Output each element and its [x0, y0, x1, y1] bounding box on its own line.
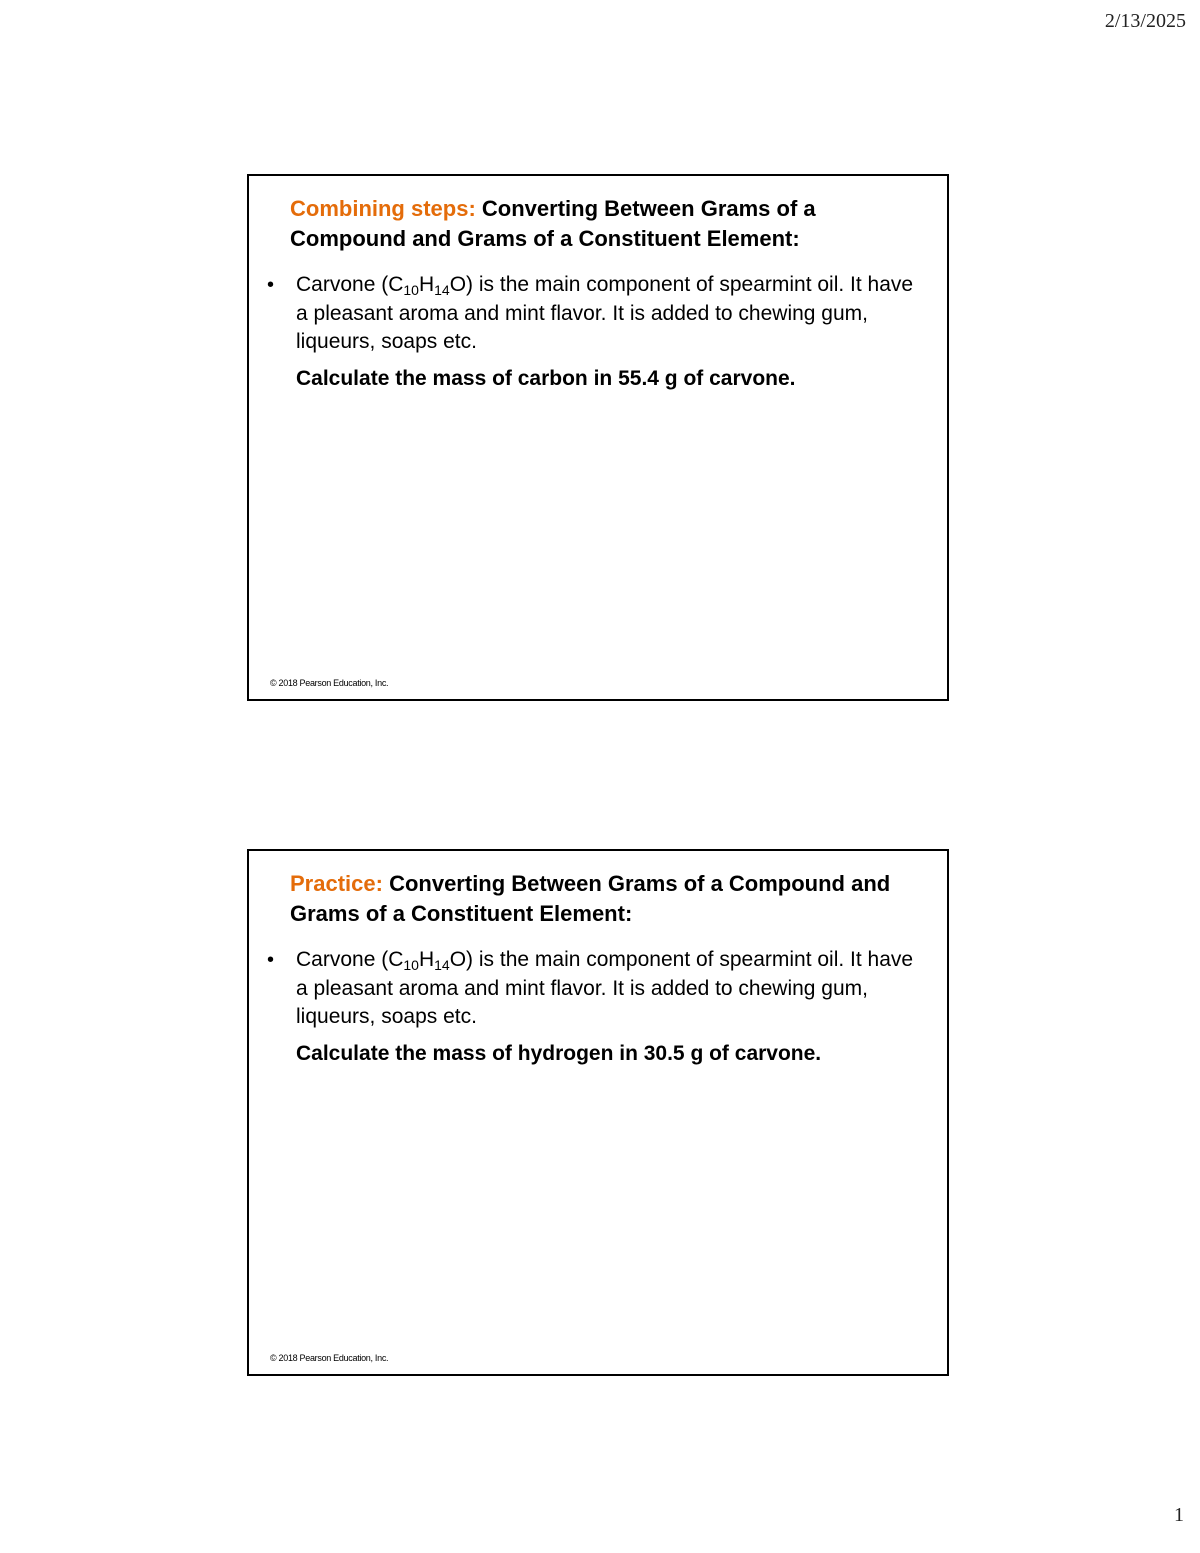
slide-practice: [247, 849, 949, 1376]
bullet-item: [267, 946, 927, 1032]
subscript-carbon: 10: [403, 957, 419, 973]
page-number: 1: [1174, 1504, 1184, 1526]
bullet-text-h: H: [418, 273, 435, 296]
bullet-mark: •: [267, 949, 275, 971]
bullet-text-start: Carvone (C: [296, 273, 404, 296]
question-text: Calculate the mass of carbon in 55.4 g of carvone.: [296, 366, 796, 390]
page-date: 2/13/2025: [1104, 10, 1186, 32]
slide-title: [290, 869, 910, 929]
bullet-mark: •: [267, 274, 275, 296]
bullet-text-end: O) is the main component of spearmint oil. It have a pleasant aroma and mint flavor. It is added to chewing gum, liqueurs, soaps etc.: [296, 273, 914, 353]
slide-title-accent: Practice:: [290, 871, 383, 896]
slide-title-text: Converting Between Grams of a Compound and Grams of a Constituent Element:: [290, 871, 891, 926]
bullet-text-h: H: [418, 948, 435, 971]
bullet-item: [267, 271, 927, 357]
slide-title-accent: Combining steps:: [290, 196, 476, 221]
bullet-list: [267, 946, 927, 1068]
bullet-text: [296, 271, 927, 357]
bullet-text-end: O) is the main component of spearmint oil. It have a pleasant aroma and mint flavor. It is added to chewing gum, liqueurs, soaps etc.: [296, 948, 914, 1028]
question-text: Calculate the mass of hydrogen in 30.5 g of carvone.: [296, 1041, 822, 1065]
subscript-carbon: 10: [403, 282, 419, 298]
copyright-notice: © 2018 Pearson Education, Inc.: [270, 1353, 389, 1363]
bullet-list: [267, 271, 927, 393]
slide-title-text: Converting Between Grams of a Compound and Grams of a Constituent Element:: [290, 196, 816, 251]
bullet-text-start: Carvone (C: [296, 948, 404, 971]
copyright-notice: © 2018 Pearson Education, Inc.: [270, 678, 389, 688]
slide-title: [290, 194, 910, 254]
subscript-hydrogen: 14: [434, 282, 450, 298]
subscript-hydrogen: 14: [434, 957, 450, 973]
bullet-text: [296, 946, 927, 1032]
slide-combining-steps: [247, 174, 949, 701]
